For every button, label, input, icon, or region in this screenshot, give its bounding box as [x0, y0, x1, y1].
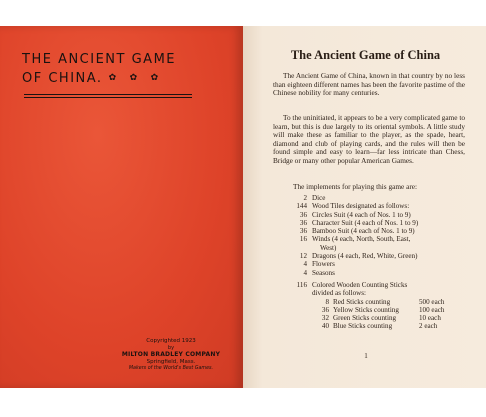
page-number: 1 — [364, 352, 368, 360]
list-item: 40 Blue Sticks counting 2 each — [321, 322, 438, 331]
copyright-line: Copyrighted 1923 — [146, 338, 196, 344]
flower-ornament-icon: ✿ — [129, 73, 139, 83]
publisher-location: Springfield, Mass. — [146, 359, 196, 365]
booklet-cover — [0, 26, 243, 388]
list-item-continuation: West) — [320, 243, 337, 252]
implements-heading: The implements for playing this game are: — [293, 182, 418, 191]
flower-ornament-icon: ✿ — [150, 73, 160, 83]
sticks-heading-continuation: divided as follows: — [312, 289, 366, 298]
list-item: 4 Flowers — [303, 260, 335, 269]
cover-imprint — [106, 338, 236, 372]
list-item: 4 Seasons — [303, 268, 335, 277]
publisher-tagline: Makers of the World's Best Games. — [128, 366, 214, 371]
booklet-spread — [0, 26, 486, 388]
cover-title-line2: OF CHINA. — [22, 71, 103, 86]
list-item: 36 Circles Suit (4 each of Nos. 1 to 9) — [299, 210, 411, 219]
list-item: 8 Red Sticks counting 500 each — [325, 297, 445, 306]
description-paragraph: To the uninitiated, it appears to be a very complicated game to learn, but this is due largely to its oriental symbols. A little study will make these as familiar to the player, as the spade, heart, diamond and club of playing cards, and the rules will then be found simple and easy to learn—far less intricate than Chess, Bridge or many other popular American Games. — [273, 113, 465, 165]
list-item: 32 Green Sticks counting 10 each — [321, 314, 441, 323]
list-item: 12 Dragons (4 each, Red, White, Green) — [299, 252, 418, 261]
sticks-heading: 116 Colored Wooden Counting Sticks — [296, 280, 408, 289]
list-item: 2 Dice — [303, 194, 326, 202]
cover-ornaments — [109, 69, 160, 88]
publisher-name: MILTON BRADLEY COMPANY — [121, 351, 221, 358]
page-title: The Ancient Game of China — [290, 48, 441, 62]
copyright-by: by — [167, 345, 175, 351]
cover-title-line1: THE ANCIENT GAME — [22, 52, 176, 67]
list-item: 36 Yellow Sticks counting 100 each — [321, 305, 445, 314]
list-item: 36 Character Suit (4 each of Nos. 1 to 9) — [299, 218, 419, 227]
implements-list — [277, 194, 477, 331]
cover-title — [22, 50, 222, 88]
cover-double-rule — [24, 94, 192, 98]
list-item: 36 Bamboo Suit (4 each of Nos. 1 to 9) — [299, 227, 415, 236]
booklet-page-1 — [243, 26, 486, 388]
list-item: 16 Winds (4 each, North, South, East, — [299, 235, 411, 244]
list-item: 144 Wood Tiles designated as follows: — [296, 202, 410, 211]
flower-ornament-icon: ✿ — [108, 73, 118, 83]
intro-paragraph: The Ancient Game of China, known in that country by no less than eighteen different names has been the favorite pastime of the Chinese nobility for many centuries. — [273, 71, 465, 98]
